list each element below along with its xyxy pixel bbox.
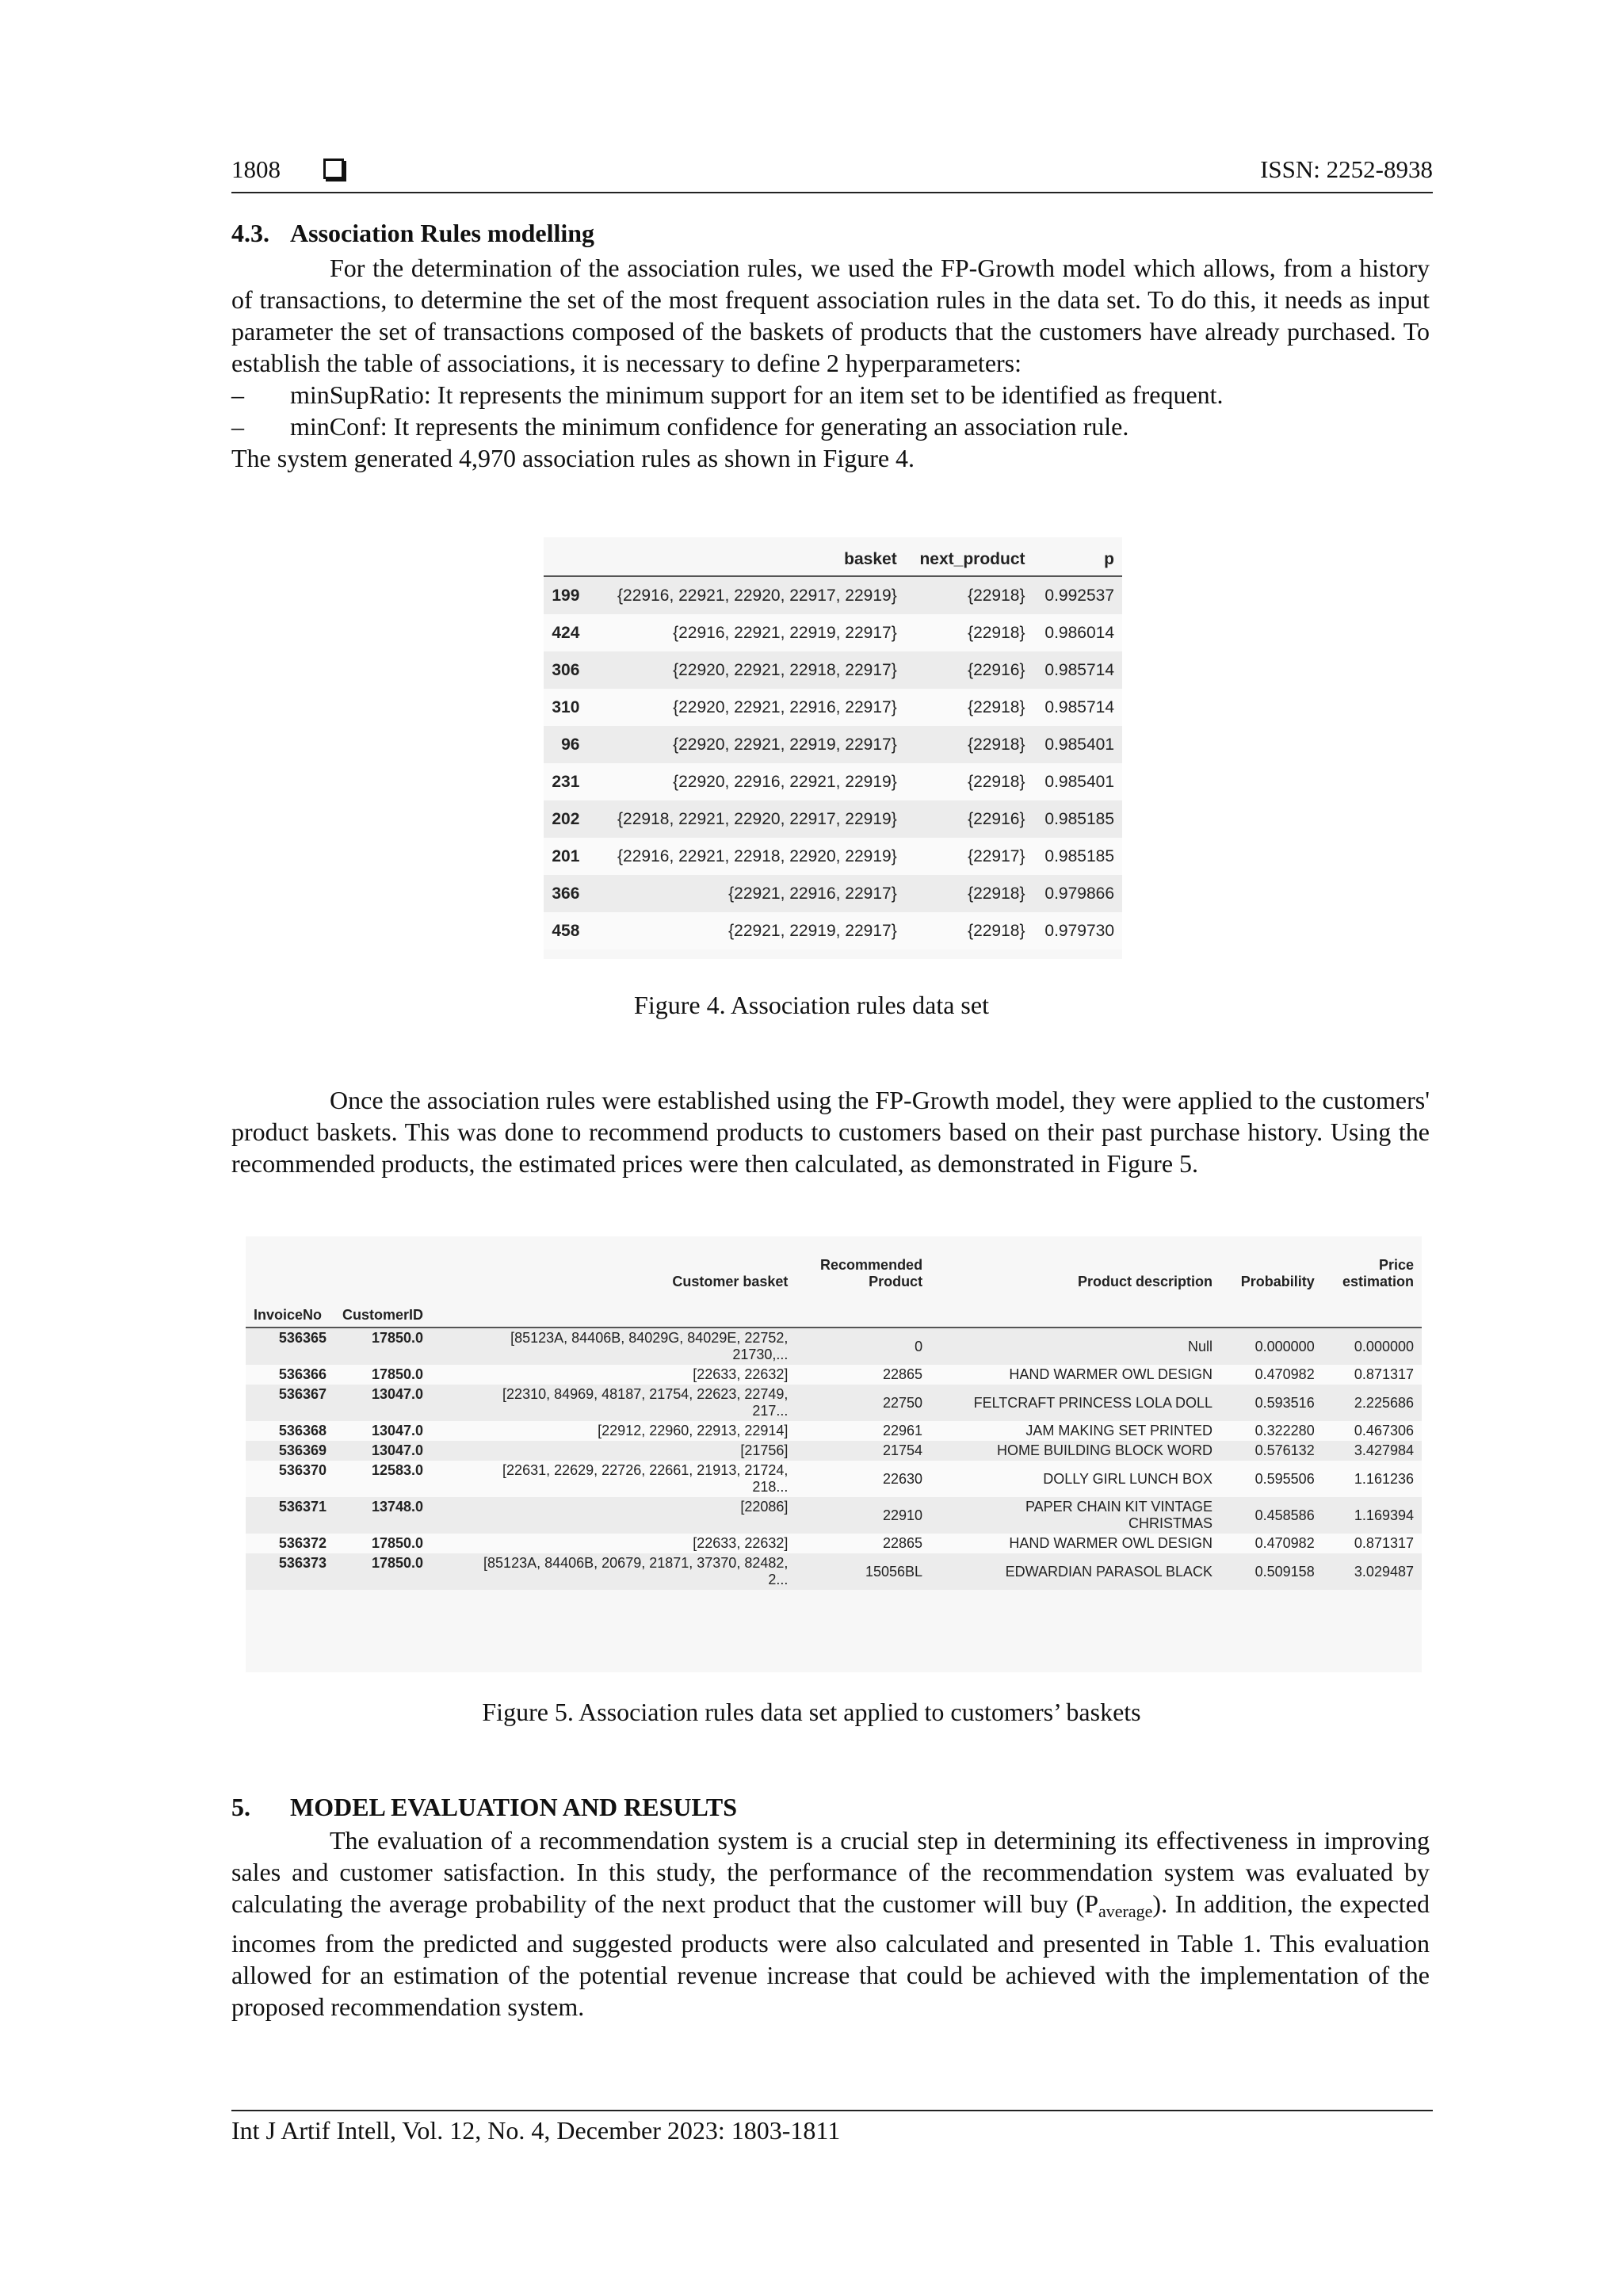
table-row bbox=[246, 1441, 1422, 1461]
next-product-cell: {22918} bbox=[905, 912, 1033, 949]
probability-cell: 0.576132 bbox=[1220, 1441, 1323, 1461]
column-header-recommended-product bbox=[796, 1236, 930, 1293]
price-cell: 1.161236 bbox=[1323, 1461, 1422, 1497]
invoice-cell: 536367 bbox=[246, 1385, 334, 1421]
recommended-product-cell: 22865 bbox=[796, 1365, 930, 1385]
column-header-blank bbox=[930, 1293, 1220, 1328]
column-header-blank bbox=[246, 1236, 334, 1293]
p-cell: 0.992537 bbox=[1033, 576, 1123, 614]
basket-cell: {22920, 22921, 22918, 22917} bbox=[587, 651, 904, 689]
basket-cell bbox=[431, 1461, 796, 1497]
list-item bbox=[231, 379, 1430, 411]
next-product-cell: {22918} bbox=[905, 689, 1033, 726]
p-cell: 0.985401 bbox=[1033, 726, 1123, 763]
description-line: HAND WARMER OWL DESIGN bbox=[1009, 1366, 1213, 1382]
section-heading-4-3 bbox=[231, 219, 594, 248]
column-header-blank bbox=[1220, 1293, 1323, 1328]
column-header-p: p bbox=[1033, 537, 1123, 576]
header-line: estimation bbox=[1342, 1274, 1414, 1289]
paragraph-text: ). In addition, the expected incomes from the predicted and suggested products were also calculated and presented in Table 1. This evaluation allowed for an estimation of the potential revenue increase that could be achieved with the implementation of the proposed recommendation system. bbox=[231, 1889, 1430, 2021]
basket-line: [22310, 84969, 48187, 21754, 22623, 22749, bbox=[502, 1386, 789, 1402]
invoice-cell: 536365 bbox=[246, 1328, 334, 1365]
price-cell: 3.427984 bbox=[1323, 1441, 1422, 1461]
row-index: 310 bbox=[544, 689, 587, 726]
basket-cell: {22920, 22921, 22916, 22917} bbox=[587, 689, 904, 726]
probability-cell: 0.322280 bbox=[1220, 1421, 1323, 1441]
table-row bbox=[246, 1421, 1422, 1441]
list-item bbox=[231, 411, 1430, 442]
list-dash: – bbox=[231, 412, 244, 441]
column-header-index bbox=[544, 537, 587, 576]
basket-line: [22633, 22632] bbox=[693, 1535, 789, 1551]
row-index: 458 bbox=[544, 912, 587, 949]
next-product-cell: {22916} bbox=[905, 651, 1033, 689]
price-cell: 2.225686 bbox=[1323, 1385, 1422, 1421]
table-row bbox=[544, 726, 1122, 763]
description-line: HOME BUILDING BLOCK WORD bbox=[997, 1442, 1213, 1458]
table-row bbox=[544, 576, 1122, 614]
price-cell: 1.169394 bbox=[1323, 1497, 1422, 1534]
basket-cell: {22916, 22921, 22918, 22920, 22919} bbox=[587, 838, 904, 875]
description-cell bbox=[930, 1461, 1220, 1497]
description-line: PAPER CHAIN KIT VINTAGE bbox=[1025, 1499, 1213, 1515]
p-cell: 0.985185 bbox=[1033, 800, 1123, 838]
table-row bbox=[544, 912, 1122, 949]
column-header-blank bbox=[1323, 1293, 1422, 1328]
description-cell bbox=[930, 1421, 1220, 1441]
customer-id-cell: 13047.0 bbox=[334, 1441, 431, 1461]
probability-cell: 0.593516 bbox=[1220, 1385, 1323, 1421]
p-cell: 0.985401 bbox=[1033, 763, 1123, 800]
column-header-customer-basket: Customer basket bbox=[672, 1274, 789, 1289]
price-cell: 0.871317 bbox=[1323, 1365, 1422, 1385]
invoice-cell: 536366 bbox=[246, 1365, 334, 1385]
table-row bbox=[246, 1385, 1422, 1421]
description-line: EDWARDIAN PARASOL BLACK bbox=[1005, 1563, 1213, 1580]
header-line: Price bbox=[1378, 1257, 1414, 1273]
price-cell: 0.467306 bbox=[1323, 1421, 1422, 1441]
recommended-product-cell: 22630 bbox=[796, 1461, 930, 1497]
basket-line: 218... bbox=[752, 1479, 789, 1495]
row-index: 424 bbox=[544, 614, 587, 651]
next-product-cell: {22917} bbox=[905, 838, 1033, 875]
figure-4-caption: Figure 4. Association rules data set bbox=[634, 991, 989, 1019]
customer-id-cell: 17850.0 bbox=[334, 1365, 431, 1385]
paragraph-evaluation bbox=[231, 1824, 1430, 2023]
description-line: DOLLY GIRL LUNCH BOX bbox=[1043, 1470, 1213, 1487]
p-cell: 0.986014 bbox=[1033, 614, 1123, 651]
basket-cell bbox=[431, 1365, 796, 1385]
customer-baskets-table bbox=[246, 1236, 1422, 1590]
probability-cell: 0.470982 bbox=[1220, 1365, 1323, 1385]
association-rules-table bbox=[544, 537, 1122, 949]
basket-cell bbox=[431, 1328, 796, 1365]
table-header-row bbox=[544, 537, 1122, 576]
recommended-product-cell: 22910 bbox=[796, 1497, 930, 1534]
p-cell: 0.985185 bbox=[1033, 838, 1123, 875]
probability-cell: 0.470982 bbox=[1220, 1534, 1323, 1553]
section-number: 5. bbox=[231, 1793, 250, 1821]
basket-cell bbox=[431, 1553, 796, 1590]
description-cell bbox=[930, 1497, 1220, 1534]
journal-citation: Int J Artif Intell, Vol. 12, No. 4, December 2023: 1803-1811 bbox=[231, 2116, 841, 2145]
probability-cell: 0.509158 bbox=[1220, 1553, 1323, 1590]
invoice-cell: 536370 bbox=[246, 1461, 334, 1497]
next-product-cell: {22918} bbox=[905, 726, 1033, 763]
table-row bbox=[544, 763, 1122, 800]
price-cell: 0.000000 bbox=[1323, 1328, 1422, 1365]
basket-line: 21730,... bbox=[732, 1347, 789, 1362]
table-row bbox=[246, 1553, 1422, 1590]
basket-cell: {22918, 22921, 22920, 22917, 22919} bbox=[587, 800, 904, 838]
description-cell bbox=[930, 1441, 1220, 1461]
basket-cell bbox=[431, 1441, 796, 1461]
column-header-basket: basket bbox=[587, 537, 904, 576]
customer-id-cell: 12583.0 bbox=[334, 1461, 431, 1497]
description-line: HAND WARMER OWL DESIGN bbox=[1009, 1535, 1213, 1551]
column-header-price-estimation bbox=[1323, 1236, 1422, 1293]
paragraph-text: The evaluation of a recommendation system is a crucial step in determining its effectiveness in improving sales and customer satisfaction. In this study, the performance of the recommendation system was evaluated by calculating the average probability of the next product that the customer will buy (P bbox=[231, 1826, 1430, 1918]
description-cell bbox=[930, 1385, 1220, 1421]
hyperparameter-list bbox=[231, 379, 1430, 442]
basket-line: [85123A, 84406B, 84029G, 84029E, 22752, bbox=[510, 1330, 789, 1346]
section-heading-5 bbox=[231, 1793, 737, 1822]
basket-line: [22633, 22632] bbox=[693, 1366, 789, 1382]
column-header-blank bbox=[796, 1293, 930, 1328]
basket-cell: {22920, 22921, 22919, 22917} bbox=[587, 726, 904, 763]
recommended-product-cell: 22961 bbox=[796, 1421, 930, 1441]
basket-cell bbox=[431, 1497, 796, 1534]
list-item-text: minSupRatio: It represents the minimum support for an item set to be identified as frequent. bbox=[290, 380, 1224, 409]
recommended-product-cell: 15056BL bbox=[796, 1553, 930, 1590]
basket-cell bbox=[431, 1534, 796, 1553]
next-product-cell: {22918} bbox=[905, 875, 1033, 912]
description-cell bbox=[930, 1365, 1220, 1385]
square-box-icon bbox=[323, 159, 344, 179]
section-title: MODEL EVALUATION AND RESULTS bbox=[290, 1793, 738, 1821]
p-cell: 0.979730 bbox=[1033, 912, 1123, 949]
description-cell bbox=[930, 1328, 1220, 1365]
basket-cell bbox=[431, 1385, 796, 1421]
customer-id-cell: 13047.0 bbox=[334, 1385, 431, 1421]
next-product-cell: {22918} bbox=[905, 614, 1033, 651]
page-header bbox=[231, 154, 1433, 193]
customer-id-cell: 17850.0 bbox=[334, 1328, 431, 1365]
basket-cell: {22921, 22916, 22917} bbox=[587, 875, 904, 912]
column-header-blank bbox=[334, 1236, 431, 1293]
basket-line: 2... bbox=[768, 1572, 789, 1587]
customer-id-cell: 13748.0 bbox=[334, 1497, 431, 1534]
basket-cell: {22916, 22921, 22919, 22917} bbox=[587, 614, 904, 651]
table-row bbox=[544, 651, 1122, 689]
paragraph-fp-growth: For the determination of the association rules, we used the FP-Growth model which allows, from a history of transactions, to determine the set of the most frequent association rules in the data set. To do this, it needs as input parameter the set of transactions composed of the baskets of products that the customers have already purchased. To establish the table of associations, it is necessary to define 2 hyperparameters: bbox=[231, 254, 1430, 377]
customer-id-cell: 13047.0 bbox=[334, 1421, 431, 1441]
description-cell bbox=[930, 1553, 1220, 1590]
table-index-header-row bbox=[246, 1293, 1422, 1328]
recommended-product-cell: 22750 bbox=[796, 1385, 930, 1421]
row-index: 201 bbox=[544, 838, 587, 875]
description-line: Null bbox=[1188, 1338, 1213, 1354]
description-cell bbox=[930, 1534, 1220, 1553]
row-index: 96 bbox=[544, 726, 587, 763]
section-number: 4.3. bbox=[231, 219, 269, 247]
table-row bbox=[246, 1534, 1422, 1553]
table-row bbox=[246, 1328, 1422, 1365]
table-row bbox=[544, 614, 1122, 651]
issn: ISSN: 2252-8938 bbox=[1260, 155, 1433, 183]
table-row bbox=[544, 689, 1122, 726]
basket-line: [22912, 22960, 22913, 22914] bbox=[598, 1423, 789, 1438]
table-row bbox=[544, 875, 1122, 912]
table-row bbox=[246, 1461, 1422, 1497]
basket-line: [85123A, 84406B, 20679, 21871, 37370, 82482, bbox=[483, 1555, 789, 1571]
figure-5-caption: Figure 5. Association rules data set applied to customers’ baskets bbox=[482, 1698, 1141, 1726]
invoice-cell: 536368 bbox=[246, 1421, 334, 1441]
column-header-probability: Probability bbox=[1240, 1274, 1315, 1289]
invoice-cell: 536372 bbox=[246, 1534, 334, 1553]
column-header-product-description: Product description bbox=[1078, 1274, 1213, 1289]
basket-cell: {22916, 22921, 22920, 22917, 22919} bbox=[587, 576, 904, 614]
p-cell: 0.979866 bbox=[1033, 875, 1123, 912]
next-product-cell: {22918} bbox=[905, 576, 1033, 614]
paragraph-rules-count: The system generated 4,970 association rules as shown in Figure 4. bbox=[231, 444, 915, 472]
table-header-row bbox=[246, 1236, 1422, 1293]
column-header-customer-id: CustomerID bbox=[334, 1293, 431, 1328]
row-index: 202 bbox=[544, 800, 587, 838]
basket-cell bbox=[431, 1421, 796, 1441]
probability-cell: 0.000000 bbox=[1220, 1328, 1323, 1365]
price-cell: 3.029487 bbox=[1323, 1553, 1422, 1590]
table-row bbox=[544, 800, 1122, 838]
description-line: JAM MAKING SET PRINTED bbox=[1025, 1423, 1213, 1438]
basket-line: [22631, 22629, 22726, 22661, 21913, 21724, bbox=[502, 1462, 789, 1478]
basket-line: [22086] bbox=[740, 1499, 789, 1515]
row-index: 231 bbox=[544, 763, 587, 800]
probability-cell: 0.458586 bbox=[1220, 1497, 1323, 1534]
column-header-next-product: next_product bbox=[905, 537, 1033, 576]
section-title: Association Rules modelling bbox=[290, 219, 595, 247]
list-item-text: minConf: It represents the minimum confidence for generating an association rule. bbox=[290, 412, 1129, 441]
description-line: FELTCRAFT PRINCESS LOLA DOLL bbox=[973, 1394, 1213, 1411]
invoice-cell: 536373 bbox=[246, 1553, 334, 1590]
basket-cell: {22921, 22919, 22917} bbox=[587, 912, 904, 949]
figure-4-table bbox=[544, 537, 1122, 959]
row-index: 306 bbox=[544, 651, 587, 689]
next-product-cell: {22918} bbox=[905, 763, 1033, 800]
customer-id-cell: 17850.0 bbox=[334, 1534, 431, 1553]
basket-line: 217... bbox=[752, 1403, 789, 1419]
probability-cell: 0.595506 bbox=[1220, 1461, 1323, 1497]
basket-cell: {22920, 22916, 22921, 22919} bbox=[587, 763, 904, 800]
recommended-product-cell: 22865 bbox=[796, 1534, 930, 1553]
basket-line: [21756] bbox=[740, 1442, 789, 1458]
customer-id-cell: 17850.0 bbox=[334, 1553, 431, 1590]
description-line: CHRISTMAS bbox=[1128, 1515, 1213, 1531]
paragraph-applied-rules: Once the association rules were established using the FP-Growth model, they were applied to the customers' product baskets. This was done to recommend products to customers based on their past purchase history. Using the recommended products, the estimated prices were then calculated, as demonstrated in Figure 5. bbox=[231, 1086, 1430, 1178]
next-product-cell: {22916} bbox=[905, 800, 1033, 838]
row-index: 199 bbox=[544, 576, 587, 614]
page-number: 1808 bbox=[231, 155, 281, 183]
list-dash: – bbox=[231, 380, 244, 409]
figure-5-table bbox=[246, 1236, 1422, 1672]
column-header-invoice: InvoiceNo bbox=[246, 1293, 334, 1328]
table-row bbox=[246, 1365, 1422, 1385]
table-row bbox=[246, 1497, 1422, 1534]
p-cell: 0.985714 bbox=[1033, 651, 1123, 689]
recommended-product-cell: 0 bbox=[796, 1328, 930, 1365]
header-line: Recommended bbox=[820, 1257, 923, 1273]
recommended-product-cell: 21754 bbox=[796, 1441, 930, 1461]
table-row bbox=[544, 838, 1122, 875]
column-header-blank bbox=[431, 1293, 796, 1328]
page-footer bbox=[231, 2110, 1433, 2145]
price-cell: 0.871317 bbox=[1323, 1534, 1422, 1553]
invoice-cell: 536369 bbox=[246, 1441, 334, 1461]
row-index: 366 bbox=[544, 875, 587, 912]
invoice-cell: 536371 bbox=[246, 1497, 334, 1534]
subscript-average: average bbox=[1098, 1901, 1153, 1921]
header-line: Product bbox=[869, 1274, 923, 1289]
p-cell: 0.985714 bbox=[1033, 689, 1123, 726]
